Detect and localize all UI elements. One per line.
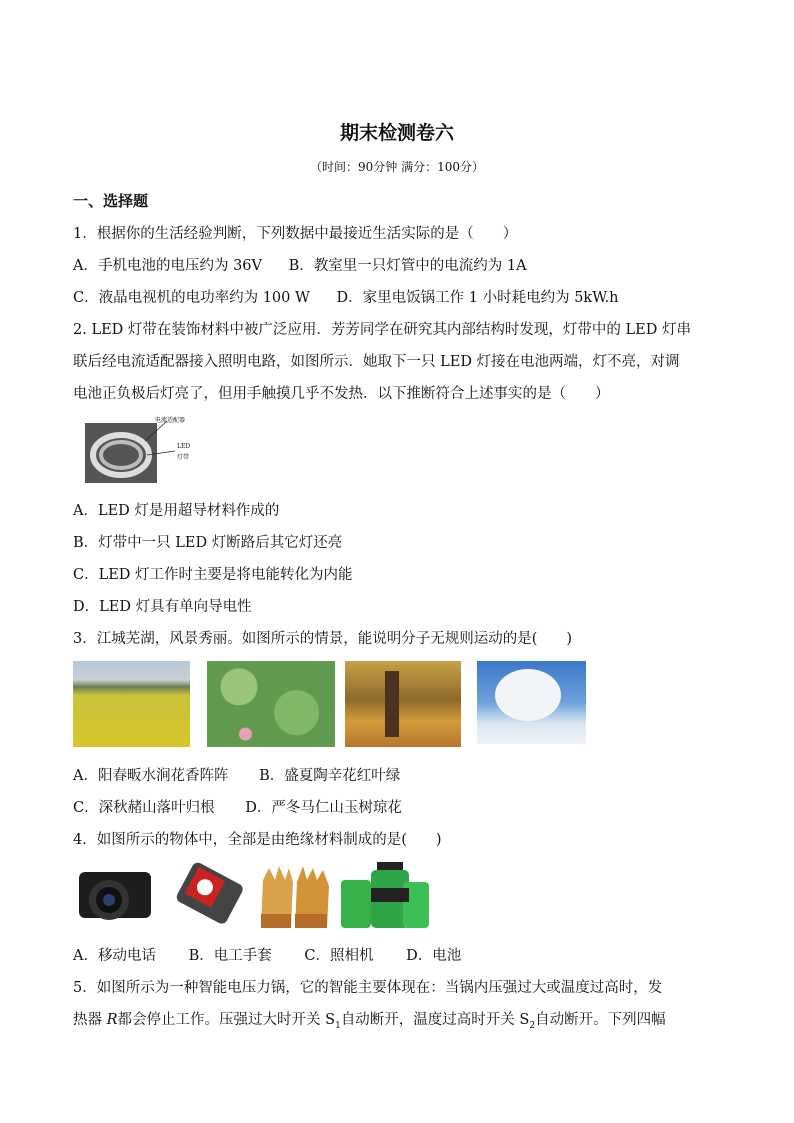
q2-stem-line1: 2. LED 灯带在装饰材料中被广泛应用．芳芳同学在研究其内部结构时发现，灯带中的 LED 灯串 xyxy=(73,322,691,338)
q5-text-c: 自动断开，温度过高时开关 S xyxy=(340,1012,530,1028)
fig-label-adapter: 电流适配器 xyxy=(155,417,186,424)
q4-option-c: C．照相机 xyxy=(304,948,374,964)
q2-option-c: C．LED 灯工作时主要是将电能转化为内能 xyxy=(73,567,353,583)
q1-option-a: A．手机电池的电压约为 36V xyxy=(73,258,263,274)
q1-option-c: C．液晶电视机的电功率约为 100 W xyxy=(73,290,310,306)
q5-sub-2: 2 xyxy=(529,1020,536,1031)
q4-options-row xyxy=(73,944,483,965)
lotus-pond-photo xyxy=(207,661,335,747)
q4-option-d: D．电池 xyxy=(406,948,462,964)
section-heading: 一、选择题 xyxy=(73,192,149,210)
q4-stem: 4．如图所示的物体中，全部是由绝缘材料制成的是( ) xyxy=(73,832,442,848)
q5-text-b: 都会停止工作。压强过大时开关 S xyxy=(117,1012,336,1028)
q3-options-row2 xyxy=(73,796,424,817)
q5-resistor-symbol: R xyxy=(106,1012,118,1028)
autumn-leaves-photo xyxy=(345,661,461,747)
electrician-gloves-photo xyxy=(255,858,335,930)
q5-sub-1: 1 xyxy=(335,1020,341,1031)
q4-option-b: B．电工手套 xyxy=(188,948,272,964)
tree-trunk xyxy=(385,671,399,737)
q2-option-a: A．LED 灯是用超导材料作成的 xyxy=(73,503,280,519)
led-strip-figure xyxy=(85,413,200,485)
q4-option-a: A．移动电话 xyxy=(73,948,156,964)
frost-tree-crown xyxy=(495,669,561,721)
q3-option-a: A．阳春畈水涧花香阵阵 xyxy=(73,768,229,784)
q3-stem: 3．江城芜湖，风景秀丽。如图所示的情景，能说明分子无规则运动的是( ) xyxy=(73,631,573,647)
q2-stem-line3: 电池正负极后灯亮了，但用手触摸几乎不发热．以下推断符合上述事实的是（ ） xyxy=(73,386,610,402)
battery-photo xyxy=(335,858,435,933)
q1-options-row1 xyxy=(73,254,549,275)
fig-label-strip: 灯带 xyxy=(177,454,190,461)
q2-option-d: D．LED 灯具有单向导电性 xyxy=(73,599,252,615)
q5-text-d: 自动断开。下列四幅 xyxy=(535,1012,666,1028)
mobile-phone-photo xyxy=(163,858,251,930)
q5-stem-line1: 5．如图所示为一种智能电压力锅，它的智能主要体现在：当锅内压强过大或温度过高时，发 xyxy=(73,980,663,996)
q5-stem-line2 xyxy=(73,1008,666,1031)
q3-option-b: B．盛夏陶辛花红叶绿 xyxy=(259,768,401,784)
fig-label-led: LED xyxy=(177,443,191,450)
q1-stem: 1．根据你的生活经验判断，下列数据中最接近生活实际的是（ ） xyxy=(73,226,518,242)
q5-text-a: 热器 xyxy=(73,1012,107,1028)
q2-option-b: B．灯带中一只 LED 灯断路后其它灯还亮 xyxy=(73,535,343,551)
q1-options-row2 xyxy=(73,286,641,307)
camera-photo xyxy=(73,858,159,930)
page-title: 期末检测卷六 xyxy=(339,122,454,144)
q2-stem-line2: 联后经电流适配器接入照明电路，如图所示．她取下一只 LED 灯接在电池两端，灯不亮，对调 xyxy=(73,354,680,370)
exam-info: （时间：90分钟 满分：100分） xyxy=(310,160,484,174)
q3-options-row1 xyxy=(73,764,422,785)
q3-option-d: D．严冬马仁山玉树琼花 xyxy=(245,800,402,816)
frosted-tree-photo xyxy=(477,661,586,744)
rapeseed-field-photo xyxy=(73,661,190,747)
q1-option-b: B．教室里一只灯管中的电流约为 1A xyxy=(288,258,527,274)
q1-option-d: D．家里电饭锅工作 1 小时耗电约为 5kW.h xyxy=(336,290,619,306)
q3-option-c: C．深秋赭山落叶归根 xyxy=(73,800,215,816)
